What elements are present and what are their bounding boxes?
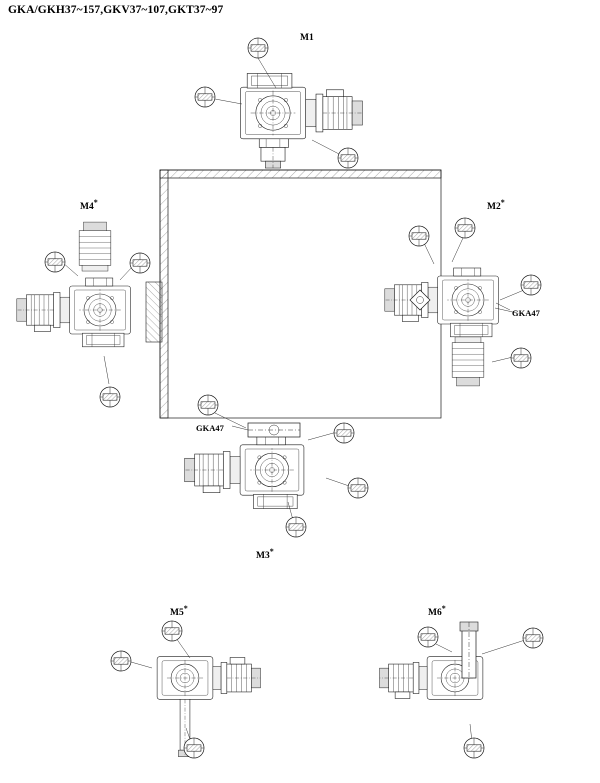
callout-balloon[interactable] <box>511 348 531 368</box>
callout-leaders-m4 <box>62 262 133 384</box>
callout-balloon[interactable] <box>198 395 218 415</box>
center-frame <box>160 170 441 418</box>
assembly-m2-vertical-motor <box>452 337 484 386</box>
callout-leaders-m5 <box>131 638 191 742</box>
assembly-m4 <box>17 278 131 347</box>
m3-flange <box>248 423 300 437</box>
label-m6: M6* <box>428 604 446 619</box>
assembly-m6-upright-shaft <box>460 622 478 678</box>
callout-leaders-m6 <box>436 640 525 742</box>
assembly-m4-upper-motor <box>79 222 111 271</box>
callout-balloon[interactable] <box>521 275 541 295</box>
assembly-m6 <box>380 657 483 700</box>
label-m5: M5* <box>170 604 188 619</box>
assembly-m2 <box>385 268 499 337</box>
label-m2: M2* <box>487 198 505 213</box>
label-m1: M1 <box>300 33 314 43</box>
m2-flange-detail <box>410 290 430 310</box>
callout-balloon[interactable] <box>348 478 368 498</box>
callout-balloon[interactable] <box>334 423 354 443</box>
assembly-m3 <box>185 436 304 508</box>
callout-balloon[interactable] <box>184 738 204 758</box>
assembly-m1 <box>240 73 362 168</box>
part-label-gka47-right: GKA47 <box>512 308 540 318</box>
callout-leaders-m3 <box>215 413 352 520</box>
callout-balloon[interactable] <box>45 252 65 272</box>
callout-balloon[interactable] <box>409 226 429 246</box>
callout-leaders-m1 <box>215 58 341 155</box>
callout-balloon[interactable] <box>162 621 182 641</box>
drawing-title: GKA/GKH37~157,GKV37~107,GKT37~97 <box>8 4 224 16</box>
callout-leaders-m2 <box>424 238 524 362</box>
callout-balloon[interactable] <box>248 38 268 58</box>
callout-balloon[interactable] <box>338 148 358 168</box>
part-label-leaders <box>232 303 510 430</box>
callout-balloon[interactable] <box>195 87 215 107</box>
callout-balloon[interactable] <box>100 387 120 407</box>
callout-balloon[interactable] <box>130 253 150 273</box>
label-m4: M4* <box>80 198 98 213</box>
callout-balloon[interactable] <box>464 738 484 758</box>
m4-mount-hatch <box>146 282 162 342</box>
assembly-m5 <box>157 657 260 757</box>
callout-balloon[interactable] <box>111 651 131 671</box>
callout-balloon[interactable] <box>286 517 306 537</box>
callout-balloon[interactable] <box>523 628 543 648</box>
callout-balloon[interactable] <box>455 218 475 238</box>
callout-balloon[interactable] <box>418 627 438 647</box>
part-label-gka47-bottom: GKA47 <box>196 423 224 433</box>
label-m3: M3* <box>256 547 274 562</box>
